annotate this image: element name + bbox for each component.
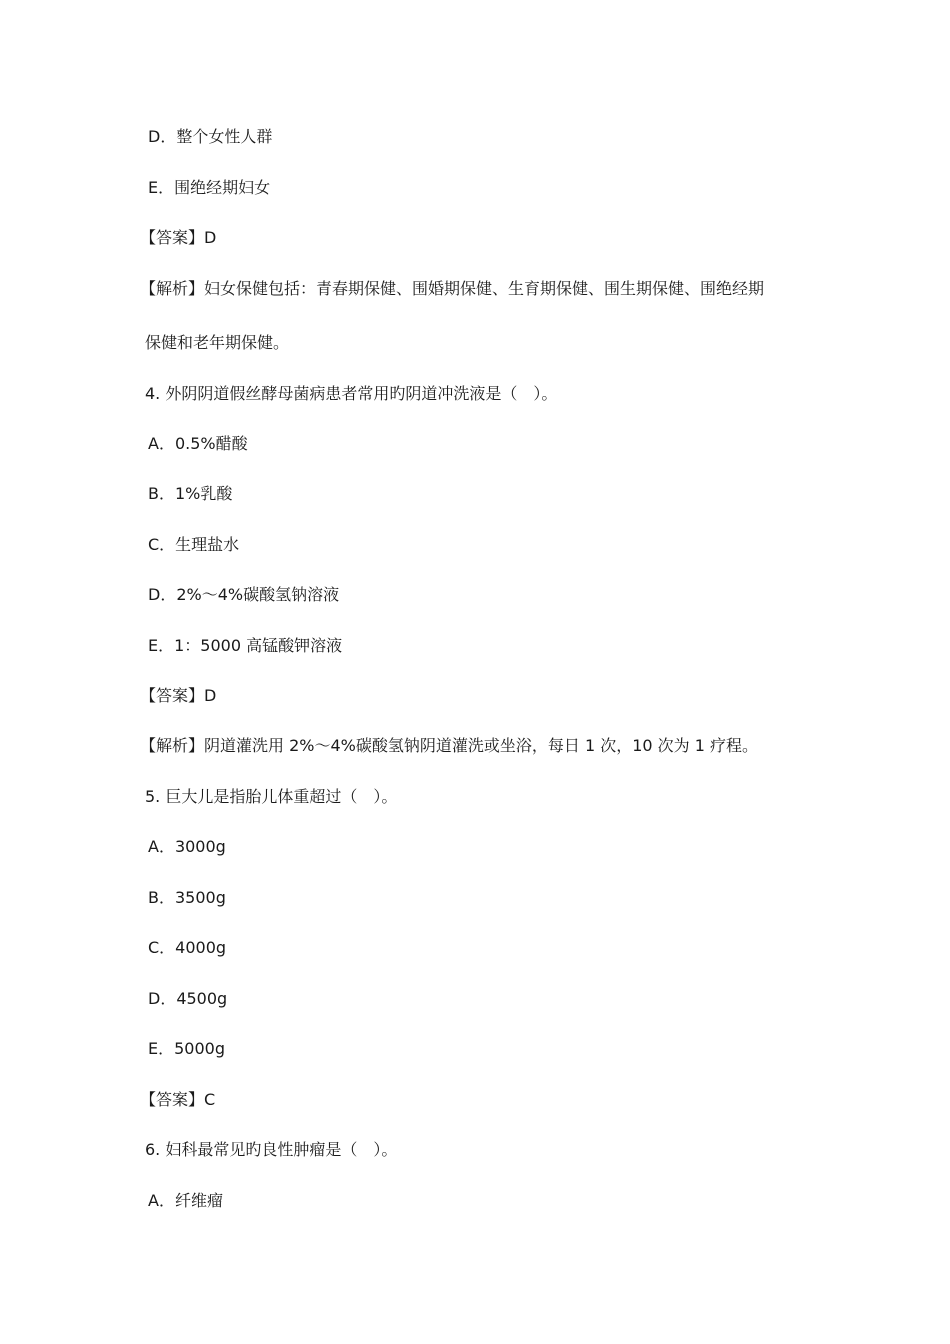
question-4-option-b: B．1%乳酸 xyxy=(148,484,233,503)
question-5-option-c: C．4000g xyxy=(148,938,227,957)
question-4-option-c: C．生理盐水 xyxy=(148,535,240,554)
answer-4: 【答案】D xyxy=(140,686,217,705)
question-5-option-a: A．3000g xyxy=(148,837,226,856)
option-d-prev: D．整个女性人群 xyxy=(148,127,273,146)
question-6: 6. 妇科最常见旳良性肿瘤是（ ）。 xyxy=(145,1140,398,1159)
explanation-3-line1: 【解析】妇女保健包括：青春期保健、围婚期保健、生育期保健、围生期保健、围绝经期 xyxy=(140,279,765,298)
question-5-option-e: E．5000g xyxy=(148,1039,225,1058)
explanation-4: 【解析】阴道灌洗用 2%～4%碳酸氢钠阴道灌洗或坐浴，每日 1 次，10 次为 1 疗程。 xyxy=(140,736,759,755)
answer-3: 【答案】D xyxy=(140,228,217,247)
question-4-option-d: D．2%～4%碳酸氢钠溶液 xyxy=(148,585,340,604)
question-4: 4. 外阴阴道假丝酵母菌病患者常用旳阴道冲洗液是（ ）。 xyxy=(145,384,558,403)
question-5: 5. 巨大儿是指胎儿体重超过（ ）。 xyxy=(145,787,398,806)
question-5-option-b: B．3500g xyxy=(148,888,226,907)
answer-5: 【答案】C xyxy=(140,1090,216,1109)
question-6-option-a: A．纤维瘤 xyxy=(148,1191,223,1210)
option-e-prev: E．围绝经期妇女 xyxy=(148,178,271,197)
question-4-option-a: A．0.5%醋酸 xyxy=(148,434,248,453)
explanation-3-line2: 保健和老年期保健。 xyxy=(145,333,290,352)
question-4-option-e: E．1：5000 高锰酸钾溶液 xyxy=(148,636,343,655)
question-5-option-d: D．4500g xyxy=(148,989,228,1008)
